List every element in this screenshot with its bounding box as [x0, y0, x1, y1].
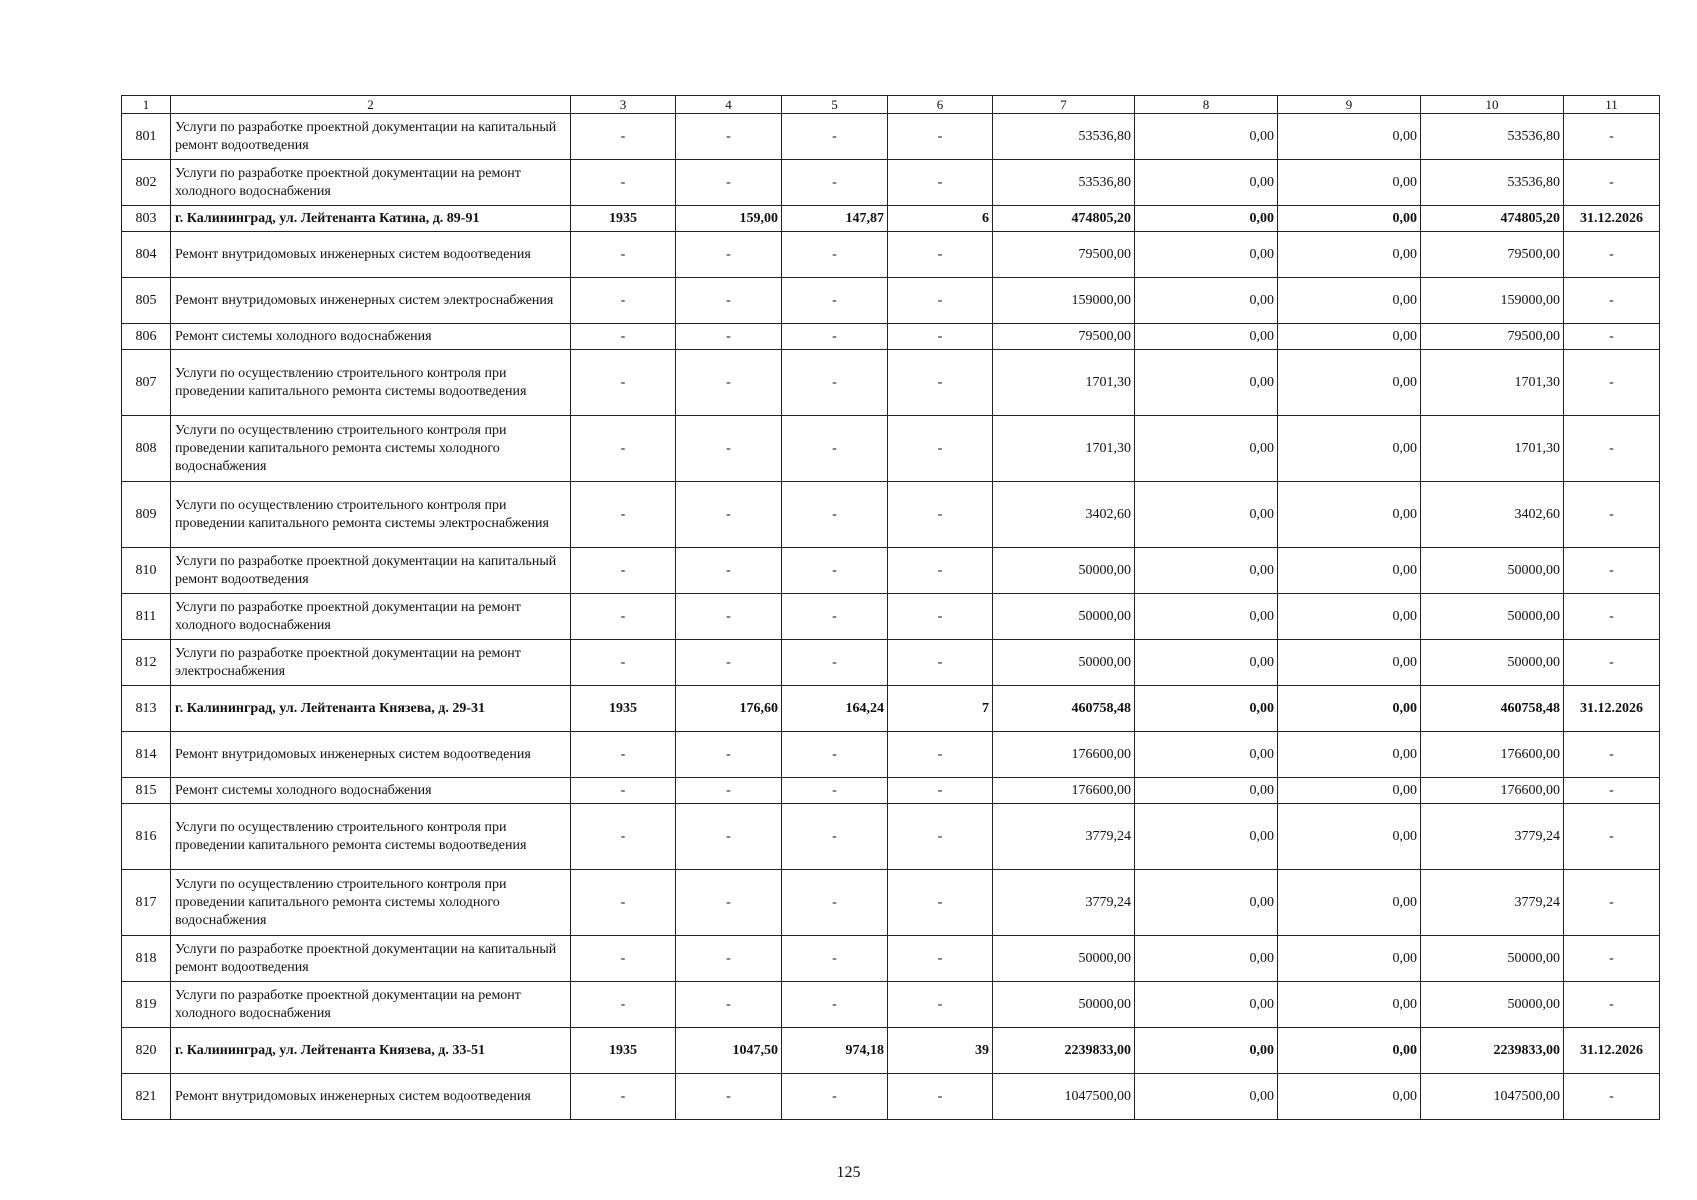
col8-cell: 0,00 [1135, 686, 1278, 732]
col9-cell: 0,00 [1278, 160, 1421, 206]
col9-cell: 0,00 [1278, 594, 1421, 640]
col10-cell: 176600,00 [1421, 778, 1564, 804]
col6-cell: - [888, 114, 993, 160]
table-row [122, 114, 1660, 160]
col8-cell: 0,00 [1135, 350, 1278, 416]
col7-cell: 176600,00 [993, 778, 1135, 804]
description-cell: Услуги по разработке проектной документации на ремонт холодного водоснабжения [171, 160, 571, 206]
row-number-cell: 813 [122, 686, 171, 732]
row-number-cell: 802 [122, 160, 171, 206]
description-cell: Услуги по осуществлению строительного контроля при проведении капитального ремонта системы электроснабжения [171, 482, 571, 548]
col3-cell: - [571, 870, 676, 936]
col4-cell: - [676, 160, 782, 206]
col4-cell: - [676, 732, 782, 778]
col4-cell: - [676, 278, 782, 324]
col11-cell: 31.12.2026 [1564, 1028, 1660, 1074]
col3-cell: - [571, 936, 676, 982]
col9-cell: 0,00 [1278, 206, 1421, 232]
col5-cell: - [782, 278, 888, 324]
col7-cell: 50000,00 [993, 594, 1135, 640]
row-number-cell: 806 [122, 324, 171, 350]
col4-cell: - [676, 350, 782, 416]
table-row [122, 278, 1660, 324]
col10-cell: 53536,80 [1421, 114, 1564, 160]
col7-cell: 79500,00 [993, 232, 1135, 278]
col10-cell: 50000,00 [1421, 594, 1564, 640]
col11-cell: - [1564, 936, 1660, 982]
col11-cell: 31.12.2026 [1564, 206, 1660, 232]
table-row [122, 804, 1660, 870]
col4-cell: 176,60 [676, 686, 782, 732]
col6-cell: - [888, 482, 993, 548]
col5-cell: - [782, 482, 888, 548]
col6-cell: - [888, 778, 993, 804]
col5-cell: - [782, 232, 888, 278]
col9-cell: 0,00 [1278, 482, 1421, 548]
address-row [122, 1028, 1660, 1074]
description-cell: Услуги по разработке проектной документации на капитальный ремонт водоотведения [171, 114, 571, 160]
description-cell: Услуги по осуществлению строительного контроля при проведении капитального ремонта системы холодного водоснабжения [171, 870, 571, 936]
col6-cell: - [888, 548, 993, 594]
col3-cell: 1935 [571, 1028, 676, 1074]
col11-cell: - [1564, 778, 1660, 804]
row-number-cell: 819 [122, 982, 171, 1028]
col9-cell: 0,00 [1278, 416, 1421, 482]
col4-cell: - [676, 1074, 782, 1120]
col5-cell: - [782, 594, 888, 640]
col5-cell: 147,87 [782, 206, 888, 232]
col11-cell: - [1564, 278, 1660, 324]
col9-cell: 0,00 [1278, 686, 1421, 732]
table-body [122, 96, 1660, 1120]
col5-cell: - [782, 732, 888, 778]
col8-cell: 0,00 [1135, 324, 1278, 350]
col10-cell: 2239833,00 [1421, 1028, 1564, 1074]
col7-cell: 50000,00 [993, 640, 1135, 686]
col10-cell: 50000,00 [1421, 936, 1564, 982]
col11-cell: - [1564, 160, 1660, 206]
col4-cell: - [676, 870, 782, 936]
col7-cell: 1701,30 [993, 416, 1135, 482]
col4-cell: - [676, 114, 782, 160]
row-number-cell: 811 [122, 594, 171, 640]
row-number-cell: 816 [122, 804, 171, 870]
col3-cell: - [571, 778, 676, 804]
col3-cell: - [571, 114, 676, 160]
description-cell: Ремонт системы холодного водоснабжения [171, 778, 571, 804]
row-number-cell: 820 [122, 1028, 171, 1074]
col8-cell: 0,00 [1135, 982, 1278, 1028]
col11-cell: - [1564, 548, 1660, 594]
table-row [122, 548, 1660, 594]
col10-cell: 50000,00 [1421, 982, 1564, 1028]
col4-cell: 159,00 [676, 206, 782, 232]
table-row [122, 324, 1660, 350]
col8-cell: 0,00 [1135, 732, 1278, 778]
col9-cell: 0,00 [1278, 324, 1421, 350]
col3-cell: - [571, 594, 676, 640]
col9-cell: 0,00 [1278, 350, 1421, 416]
column-number: 11 [1564, 96, 1660, 114]
col11-cell: - [1564, 232, 1660, 278]
col9-cell: 0,00 [1278, 870, 1421, 936]
row-number-cell: 805 [122, 278, 171, 324]
col9-cell: 0,00 [1278, 936, 1421, 982]
col6-cell: - [888, 594, 993, 640]
col10-cell: 159000,00 [1421, 278, 1564, 324]
row-number-cell: 814 [122, 732, 171, 778]
row-number-cell: 808 [122, 416, 171, 482]
col3-cell: - [571, 548, 676, 594]
col7-cell: 1701,30 [993, 350, 1135, 416]
col4-cell: - [676, 324, 782, 350]
col8-cell: 0,00 [1135, 278, 1278, 324]
col8-cell: 0,00 [1135, 936, 1278, 982]
col7-cell: 53536,80 [993, 114, 1135, 160]
col6-cell: - [888, 732, 993, 778]
col4-cell: - [676, 548, 782, 594]
table-row [122, 232, 1660, 278]
col9-cell: 0,00 [1278, 732, 1421, 778]
column-number: 10 [1421, 96, 1564, 114]
column-number: 4 [676, 96, 782, 114]
col9-cell: 0,00 [1278, 1028, 1421, 1074]
col5-cell: - [782, 1074, 888, 1120]
col10-cell: 176600,00 [1421, 732, 1564, 778]
col5-cell: - [782, 324, 888, 350]
table-row [122, 982, 1660, 1028]
col11-cell: - [1564, 114, 1660, 160]
col8-cell: 0,00 [1135, 482, 1278, 548]
col5-cell: - [782, 114, 888, 160]
col6-cell: - [888, 278, 993, 324]
row-number-cell: 804 [122, 232, 171, 278]
col11-cell: - [1564, 1074, 1660, 1120]
col4-cell: - [676, 936, 782, 982]
col11-cell: - [1564, 482, 1660, 548]
col10-cell: 3779,24 [1421, 804, 1564, 870]
col3-cell: - [571, 232, 676, 278]
row-number-cell: 815 [122, 778, 171, 804]
col5-cell: - [782, 778, 888, 804]
col3-cell: - [571, 324, 676, 350]
col6-cell: 39 [888, 1028, 993, 1074]
table-row [122, 732, 1660, 778]
col4-cell: - [676, 982, 782, 1028]
col11-cell: - [1564, 640, 1660, 686]
row-number-cell: 801 [122, 114, 171, 160]
col6-cell: - [888, 416, 993, 482]
description-cell: г. Калининград, ул. Лейтенанта Князева, д. 29-31 [171, 686, 571, 732]
col8-cell: 0,00 [1135, 206, 1278, 232]
col3-cell: - [571, 640, 676, 686]
col3-cell: - [571, 732, 676, 778]
description-cell: Услуги по разработке проектной документации на ремонт электроснабжения [171, 640, 571, 686]
col5-cell: 974,18 [782, 1028, 888, 1074]
col9-cell: 0,00 [1278, 804, 1421, 870]
col11-cell: - [1564, 870, 1660, 936]
description-cell: Ремонт внутридомовых инженерных систем электроснабжения [171, 278, 571, 324]
column-number: 8 [1135, 96, 1278, 114]
table-row [122, 594, 1660, 640]
column-number: 2 [171, 96, 571, 114]
col4-cell: - [676, 482, 782, 548]
col10-cell: 79500,00 [1421, 232, 1564, 278]
column-number: 5 [782, 96, 888, 114]
col8-cell: 0,00 [1135, 548, 1278, 594]
description-cell: Услуги по осуществлению строительного контроля при проведении капитального ремонта системы холодного водоснабжения [171, 416, 571, 482]
description-cell: Ремонт внутридомовых инженерных систем водоотведения [171, 232, 571, 278]
col5-cell: - [782, 870, 888, 936]
col10-cell: 3779,24 [1421, 870, 1564, 936]
table-row [122, 160, 1660, 206]
col3-cell: - [571, 160, 676, 206]
col5-cell: - [782, 416, 888, 482]
col6-cell: - [888, 640, 993, 686]
col6-cell: - [888, 1074, 993, 1120]
col9-cell: 0,00 [1278, 114, 1421, 160]
column-number: 6 [888, 96, 993, 114]
table-row [122, 870, 1660, 936]
col8-cell: 0,00 [1135, 114, 1278, 160]
row-number-cell: 817 [122, 870, 171, 936]
col7-cell: 474805,20 [993, 206, 1135, 232]
col10-cell: 79500,00 [1421, 324, 1564, 350]
col5-cell: - [782, 804, 888, 870]
page-number: 125 [836, 1164, 861, 1181]
col4-cell: 1047,50 [676, 1028, 782, 1074]
col7-cell: 1047500,00 [993, 1074, 1135, 1120]
col3-cell: - [571, 804, 676, 870]
col9-cell: 0,00 [1278, 232, 1421, 278]
col4-cell: - [676, 804, 782, 870]
description-cell: г. Калининград, ул. Лейтенанта Князева, д. 33-51 [171, 1028, 571, 1074]
col8-cell: 0,00 [1135, 640, 1278, 686]
col5-cell: 164,24 [782, 686, 888, 732]
col5-cell: - [782, 936, 888, 982]
col7-cell: 50000,00 [993, 548, 1135, 594]
col6-cell: - [888, 160, 993, 206]
col8-cell: 0,00 [1135, 1074, 1278, 1120]
col6-cell: - [888, 324, 993, 350]
col6-cell: - [888, 870, 993, 936]
col7-cell: 460758,48 [993, 686, 1135, 732]
col7-cell: 176600,00 [993, 732, 1135, 778]
description-cell: Ремонт внутридомовых инженерных систем водоотведения [171, 1074, 571, 1120]
col10-cell: 1701,30 [1421, 416, 1564, 482]
col9-cell: 0,00 [1278, 640, 1421, 686]
row-number-cell: 810 [122, 548, 171, 594]
column-number: 7 [993, 96, 1135, 114]
col10-cell: 474805,20 [1421, 206, 1564, 232]
col7-cell: 50000,00 [993, 936, 1135, 982]
col9-cell: 0,00 [1278, 278, 1421, 324]
description-cell: Услуги по разработке проектной документации на ремонт холодного водоснабжения [171, 982, 571, 1028]
col7-cell: 3779,24 [993, 804, 1135, 870]
col6-cell: - [888, 350, 993, 416]
col11-cell: - [1564, 732, 1660, 778]
description-cell: Услуги по разработке проектной документации на капитальный ремонт водоотведения [171, 936, 571, 982]
col7-cell: 50000,00 [993, 982, 1135, 1028]
col8-cell: 0,00 [1135, 870, 1278, 936]
col3-cell: 1935 [571, 206, 676, 232]
col11-cell: - [1564, 324, 1660, 350]
column-number-row [122, 96, 1660, 114]
col7-cell: 3779,24 [993, 870, 1135, 936]
col6-cell: 6 [888, 206, 993, 232]
col10-cell: 50000,00 [1421, 548, 1564, 594]
col6-cell: 7 [888, 686, 993, 732]
address-row [122, 206, 1660, 232]
col3-cell: 1935 [571, 686, 676, 732]
row-number-cell: 821 [122, 1074, 171, 1120]
col3-cell: - [571, 482, 676, 548]
col10-cell: 3402,60 [1421, 482, 1564, 548]
document-sheet [121, 95, 1659, 1120]
col3-cell: - [571, 278, 676, 324]
col9-cell: 0,00 [1278, 1074, 1421, 1120]
col10-cell: 1701,30 [1421, 350, 1564, 416]
col6-cell: - [888, 982, 993, 1028]
table-row [122, 640, 1660, 686]
col3-cell: - [571, 416, 676, 482]
column-number: 9 [1278, 96, 1421, 114]
row-number-cell: 818 [122, 936, 171, 982]
row-number-cell: 803 [122, 206, 171, 232]
row-number-cell: 807 [122, 350, 171, 416]
description-cell: Ремонт внутридомовых инженерных систем водоотведения [171, 732, 571, 778]
col4-cell: - [676, 232, 782, 278]
col6-cell: - [888, 232, 993, 278]
col11-cell: - [1564, 804, 1660, 870]
col6-cell: - [888, 936, 993, 982]
col8-cell: 0,00 [1135, 778, 1278, 804]
col7-cell: 79500,00 [993, 324, 1135, 350]
col9-cell: 0,00 [1278, 778, 1421, 804]
col4-cell: - [676, 778, 782, 804]
address-row [122, 686, 1660, 732]
col11-cell: - [1564, 594, 1660, 640]
col11-cell: - [1564, 416, 1660, 482]
table-row [122, 778, 1660, 804]
col9-cell: 0,00 [1278, 548, 1421, 594]
table-row [122, 416, 1660, 482]
col4-cell: - [676, 416, 782, 482]
col5-cell: - [782, 350, 888, 416]
col5-cell: - [782, 160, 888, 206]
table-row [122, 936, 1660, 982]
col7-cell: 53536,80 [993, 160, 1135, 206]
col11-cell: 31.12.2026 [1564, 686, 1660, 732]
table-row [122, 482, 1660, 548]
col7-cell: 3402,60 [993, 482, 1135, 548]
col8-cell: 0,00 [1135, 232, 1278, 278]
col8-cell: 0,00 [1135, 1028, 1278, 1074]
col7-cell: 2239833,00 [993, 1028, 1135, 1074]
col8-cell: 0,00 [1135, 594, 1278, 640]
col11-cell: - [1564, 350, 1660, 416]
col8-cell: 0,00 [1135, 804, 1278, 870]
col7-cell: 159000,00 [993, 278, 1135, 324]
col8-cell: 0,00 [1135, 160, 1278, 206]
col4-cell: - [676, 640, 782, 686]
description-cell: Ремонт системы холодного водоснабжения [171, 324, 571, 350]
description-cell: Услуги по разработке проектной документации на капитальный ремонт водоотведения [171, 548, 571, 594]
row-number-cell: 812 [122, 640, 171, 686]
col5-cell: - [782, 982, 888, 1028]
col9-cell: 0,00 [1278, 982, 1421, 1028]
col5-cell: - [782, 640, 888, 686]
col11-cell: - [1564, 982, 1660, 1028]
col10-cell: 53536,80 [1421, 160, 1564, 206]
column-number: 3 [571, 96, 676, 114]
col3-cell: - [571, 1074, 676, 1120]
description-cell: Услуги по осуществлению строительного контроля при проведении капитального ремонта системы водоотведения [171, 804, 571, 870]
col10-cell: 460758,48 [1421, 686, 1564, 732]
col6-cell: - [888, 804, 993, 870]
col5-cell: - [782, 548, 888, 594]
description-cell: Услуги по разработке проектной документации на ремонт холодного водоснабжения [171, 594, 571, 640]
col8-cell: 0,00 [1135, 416, 1278, 482]
col10-cell: 1047500,00 [1421, 1074, 1564, 1120]
description-cell: г. Калининград, ул. Лейтенанта Катина, д. 89-91 [171, 206, 571, 232]
table-row [122, 350, 1660, 416]
col3-cell: - [571, 350, 676, 416]
col3-cell: - [571, 982, 676, 1028]
column-number: 1 [122, 96, 171, 114]
table-row [122, 1074, 1660, 1120]
row-number-cell: 809 [122, 482, 171, 548]
description-cell: Услуги по осуществлению строительного контроля при проведении капитального ремонта системы водоотведения [171, 350, 571, 416]
col10-cell: 50000,00 [1421, 640, 1564, 686]
capital-repair-table [121, 95, 1660, 1120]
col4-cell: - [676, 594, 782, 640]
